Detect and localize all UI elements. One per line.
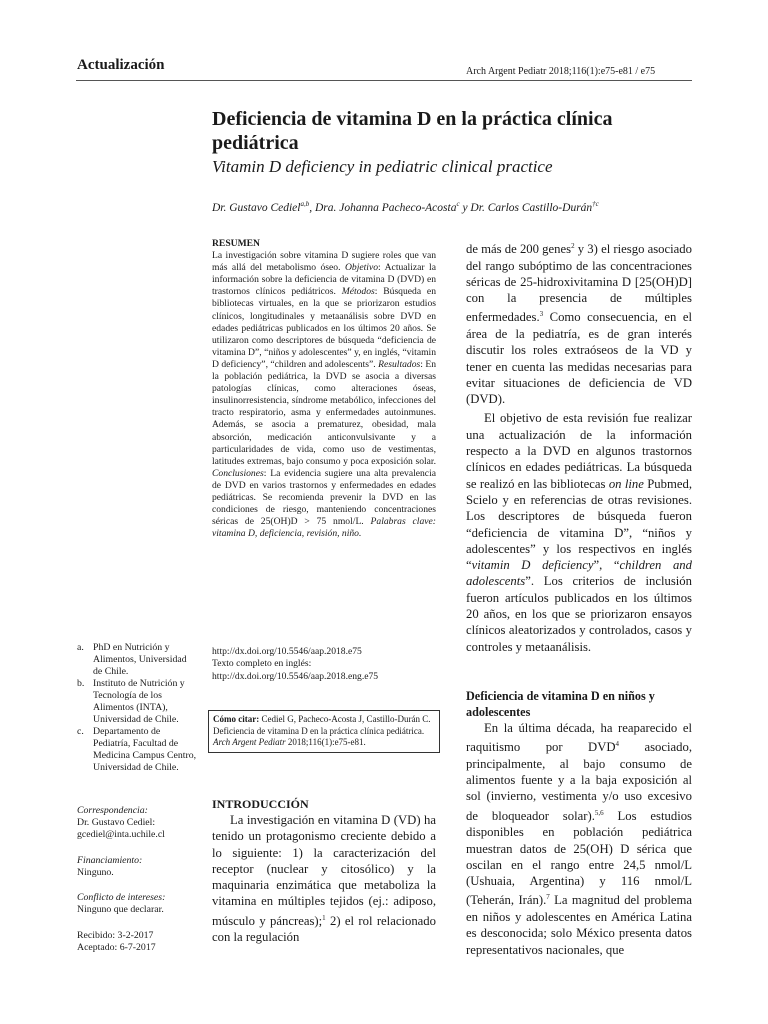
accepted-date: Aceptado: 6-7-2017 (77, 942, 156, 953)
intro-paragraph-2 (466, 410, 692, 654)
citation-ref: 5,6 (594, 808, 604, 817)
affiliation-item (77, 642, 197, 678)
section-2-paragraph (466, 720, 692, 958)
section-label: Actualización (77, 57, 165, 73)
section-2-body (466, 720, 692, 958)
conflicts (77, 892, 197, 916)
intro-heading: INTRODUCCIÓN (212, 797, 309, 811)
text-run: 2) el rol relacionado con la regulación (212, 914, 436, 945)
intro-column-2 (466, 238, 692, 655)
dates (77, 930, 197, 954)
conclusiones-label: Conclusiones (212, 467, 264, 479)
correspondence-email[interactable]: gcediel@inta.uchile.cl (77, 829, 165, 840)
conflicts-value: Ninguno que declarar. (77, 904, 164, 915)
text-run: Pubmed, Scielo y en referencias de otras revisiones. Los descriptores de búsqueda fueron “deficiencia de vitamina D”, “niños y adolescentes” y los respectivos en inglés “ (466, 476, 692, 573)
affiliation-text: Departamento de Pediatría, Facultad de Medicina Campus Centro, Universidad de Chile. (93, 726, 197, 773)
doi-link[interactable]: http://dx.doi.org/10.5546/aap.2018.e75 (212, 646, 362, 657)
cite-volume: 2018;116(1):e75-e81. (285, 737, 366, 747)
text-run: La investigación en vitamina D (VD) ha tenido un protagonismo creciente debido a lo siguiente: 1) la caracterización del receptor (nuclear y citosólico) y la maquinaria enzimática que metaboliza la vitamina en múltiples tejidos (ej.: adiposo, músculo y páncreas); (212, 813, 436, 929)
affiliation-label: a. (77, 642, 84, 653)
abstract-heading: RESUMEN (212, 238, 260, 249)
text-run: El objetivo de esta revisión fue realizar una actualización de la información respecto a la DVD en algunos trastornos clínicos en edades pediátricas. La búsqueda se realizó en las bibliotecas (466, 411, 692, 491)
section-2-heading: Deficiencia de vitamina D en niños y adolescentes (466, 689, 655, 719)
metodos-label: Métodos (341, 286, 375, 298)
text-run: vitamin D deficiency (471, 558, 594, 573)
doi-english-link[interactable]: http://dx.doi.org/10.5546/aap.2018.eng.e75 (212, 670, 379, 682)
correspondence-name: Dr. Gustavo Cediel: (77, 817, 156, 828)
english-text-label: Texto completo en inglés: (212, 658, 312, 670)
citation-ref: 2 (571, 242, 575, 250)
objetivo-label: Objetivo (344, 262, 379, 274)
resultados-text: : En la población pediátrica, la DVD se asocia a diversas patologías clínicas, como alteraciones óseas, insulinorresistencia, síndrome metabólico, infecciones del tracto respiratorio, asma y enfermedades autoinmunes. Además, se asocia a prematurez, obesidad, mala absorción, medicación anticonvulsivante y a particularidades de vida, como uso de vestimentas, latitudes extremas, bajo consumo y poca exposición solar. (212, 358, 436, 467)
affiliation-label: b. (77, 678, 85, 689)
conflicts-label: Conflicto de intereses: (77, 892, 166, 903)
text-run: Los estudios disponibles en población pediátrica muestran datos de 25(OH) D sérica que oscilan en el rango entre 24,5 nmol/L (Ushuaia, Argentina) y 116 nmol/L (Teherán, Irán). (466, 808, 692, 908)
author-sep-2: y Dr. Carlos Castillo-Durán (459, 201, 593, 214)
keywords-label: Palabras clave (370, 516, 433, 528)
author-2-affil: c (456, 200, 460, 208)
funding-label: Financiamiento: (77, 855, 143, 866)
citation-ref: 3 (539, 310, 544, 319)
resultados-label: Resultados (378, 358, 421, 370)
affiliation-text: PhD en Nutrición y Alimentos, Universidad de Chile. (93, 642, 187, 677)
text-run: Como consecuencia, en el área de la pediatría, es de gran interés discutir los roles extraóseos de la VD y tener en cuenta las medidas necesarias para evitar situaciones de deficiencia de VD (DVD). (466, 310, 692, 407)
affiliation-item (77, 726, 197, 774)
text-run: La magnitud del problema en niños y adolescentes en América Latina es desconocida; solo México presenta datos representativos nacionales, que (466, 893, 692, 957)
cite-text: Cediel G, Pacheco-Acosta J, Castillo-Durán C. Deficiencia de vitamina D en la práctica clínica pediátrica. (213, 714, 431, 736)
text-run: asociado, principalmente, al bajo consumo de alimentos fuente y a la baja exposición al sol (invierno, vestimenta y/o uso excesivo de bloqueador solar). (466, 740, 692, 823)
author-1: Dr. Gustavo Cediel (212, 201, 301, 214)
author-list (212, 200, 692, 214)
text-run: children and adolescents (466, 558, 692, 589)
author-1-affil: a,b (300, 200, 310, 208)
metodos-text: : Búsqueda en bibliotecas virtuales, en la que se priorizaron estudios clínicos, longitudinales y metaanálisis sobre DVD en edades pediátricas publicados en los últimos 20 años. Se utilizaron como descriptores de búsqueda “deficiencia de vitamina D”, “niños y adolescentes” y, en inglés, “vitamin D deficiency”, “children and adolescents”. (212, 286, 436, 370)
affiliation-label: c. (77, 726, 84, 737)
intro-paragraph-1 (212, 812, 436, 946)
how-to-cite-box (208, 710, 440, 753)
correspondence (77, 805, 197, 841)
abstract-intro: La investigación sobre vitamina D sugiere roles que van más allá del metabolismo óseo. (212, 250, 436, 274)
article-subtitle: Vitamin D deficiency in pediatric clinical practice (212, 157, 553, 176)
correspondence-label: Correspondencia: (77, 805, 148, 816)
affiliation-item (77, 678, 197, 726)
funding-value: Ninguno. (77, 867, 114, 878)
abstract-body (212, 250, 436, 540)
abstract (212, 238, 436, 540)
conclusiones-text: : La evidencia sugiere una alta prevalencia de DVD en varios trastornos y enfermedades en edades pediátricas. Se recomienda prevenir la DVD en las condiciones de riesgo, manteniendo concentraciones séricas de 25(OH)D > 75 nmol/L. (212, 467, 436, 528)
objetivo-text: : Actualizar la información sobre la deficiencia de vitamina D (DVD) en trastornos clínicos pediátricos. (212, 262, 436, 298)
text-run: ”, “ (593, 558, 620, 573)
keywords-text: : vitamina D, deficiencia, revisión, niño. (212, 516, 436, 540)
received-date: Recibido: 3-2-2017 (77, 930, 154, 941)
cite-label: Cómo citar: (213, 714, 260, 724)
author-sep-1: , Dra. Johanna Pacheco-Acosta (309, 201, 457, 214)
citation-ref: 7 (546, 893, 550, 902)
affiliation-text: Instituto de Nutrición y Tecnología de los Alimentos (INTA), Universidad de Chile. (93, 678, 185, 725)
citation-ref: 4 (615, 740, 620, 749)
article-title: Deficiencia de vitamina D en la práctica clínica pediátrica (212, 108, 613, 154)
cite-journal: Arch Argent Pediatr (213, 737, 286, 747)
affiliations (77, 642, 197, 774)
funding (77, 855, 197, 879)
text-run: ”. Los criterios de inclusión fueron artículos publicados en los últimos 20 años, en los que se priorizaron ensayos clínicos aleatorizados y controlados, casos y controles y metaanálisis. (466, 574, 692, 654)
text-run: En la última década, ha reaparecido el raquitismo por DVD (466, 721, 692, 755)
text-run: de más de 200 genes (466, 242, 572, 257)
author-3-affil: †c (592, 200, 599, 208)
doi-block (212, 646, 436, 683)
header-rule (76, 80, 692, 81)
text-run: y 3) el riesgo asociado del rango subóptimo de las concentraciones séricas de 25-hidroxivitamina D [25(OH)D] con la presencia de múltiples enfermedades. (466, 242, 692, 325)
intro-paragraph-1-cont (466, 238, 692, 407)
journal-reference: Arch Argent Pediatr 2018;116(1):e75-e81 / e75 (466, 66, 656, 77)
text-run: on line (608, 476, 644, 491)
citation-ref: 1 (322, 913, 326, 922)
intro-column-1 (212, 812, 436, 946)
